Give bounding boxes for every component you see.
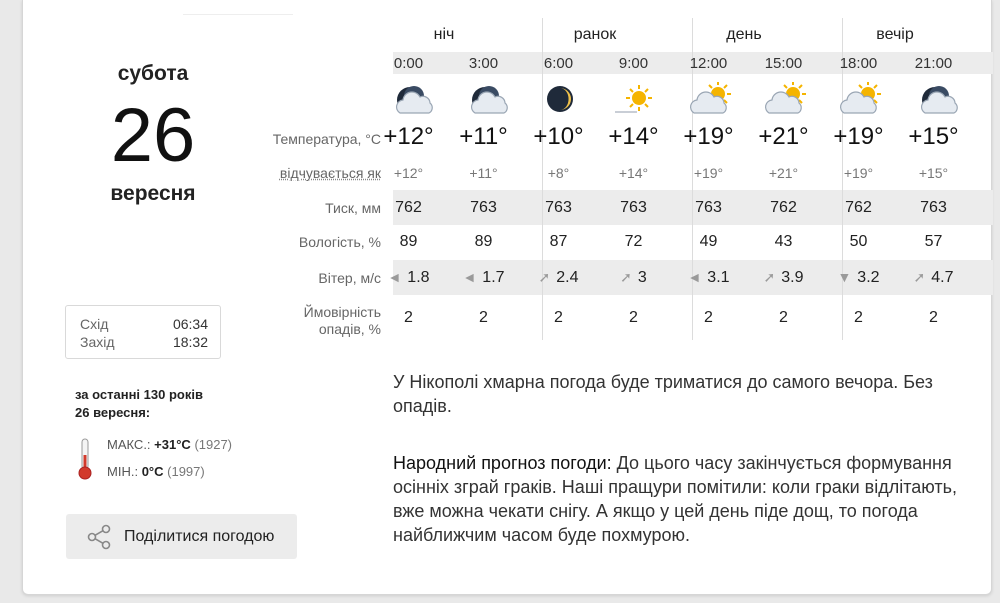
hour-wind	[446, 269, 521, 287]
cloudy-night-icon	[458, 82, 508, 116]
folk-title: Народний прогноз погоди:	[393, 453, 612, 473]
label-temperature: Температура, °C	[272, 131, 381, 147]
forecast-text: У Нікополі хмарна погода буде триматися до самого вечора. Без опадів.	[393, 372, 933, 416]
partly-cloudy-icon	[758, 82, 808, 116]
label-precip	[203, 304, 381, 338]
hour-temperature: +11°	[459, 123, 508, 150]
hour-feels-like: +14°	[618, 165, 649, 181]
history-min-year: (1997)	[167, 464, 205, 479]
hour-humidity: 87	[549, 233, 568, 250]
hour-humidity: 57	[924, 233, 943, 250]
hour-humidity: 50	[849, 233, 868, 250]
hour-precip: 2	[704, 309, 713, 326]
label-humidity: Вологість, %	[298, 234, 381, 250]
hour-wind	[746, 269, 821, 287]
history-title-line2: 26 вересня:	[75, 405, 151, 420]
hour-humidity: 72	[624, 233, 643, 250]
period-night: ніч	[433, 26, 455, 43]
hour-wind	[521, 269, 596, 287]
hour-pressure: 763	[620, 199, 647, 216]
history-title	[75, 386, 203, 422]
hour-humidity: 43	[774, 233, 793, 250]
northeast-arrow-icon: ➚	[913, 269, 926, 285]
hour-time: 18:00	[839, 55, 878, 72]
history-min	[107, 464, 205, 479]
hour-precip: 2	[629, 309, 638, 326]
sun-times-box	[65, 305, 221, 359]
hour-feels-like: +21°	[768, 165, 799, 181]
period-day: день	[726, 26, 762, 43]
hour-pressure: 762	[845, 199, 872, 216]
hour-wind-speed: 3.2	[857, 269, 880, 286]
history-max-label: МАКС.:	[107, 437, 151, 452]
thermometer-icon	[77, 437, 93, 481]
top-divider	[183, 14, 293, 15]
sunset-row	[80, 334, 208, 350]
hour-wind-speed: 1.7	[482, 269, 505, 286]
share-label: Поділитися погодою	[124, 527, 275, 545]
history-title-line1: за останні 130 років	[75, 387, 203, 402]
west-arrow-icon: ◄	[387, 269, 402, 285]
hour-wind-speed: 1.8	[407, 269, 430, 286]
hour-precip: 2	[404, 309, 413, 326]
hour-wind-speed: 3.1	[707, 269, 730, 286]
hour-wind	[371, 269, 446, 287]
sunrise-label: Схід	[80, 316, 109, 332]
history-max-year: (1927)	[194, 437, 233, 452]
northeast-arrow-icon: ➚	[538, 269, 551, 285]
sunny-icon	[608, 82, 658, 116]
label-feels-like[interactable]: відчувається як	[279, 165, 381, 181]
hour-temperature: +19°	[833, 123, 884, 150]
period-morning: ранок	[573, 26, 617, 43]
hour-time: 6:00	[543, 55, 574, 72]
sunset-time: 18:32	[172, 334, 208, 350]
cloudy-night-icon	[908, 82, 958, 116]
history-min-label: МІН.:	[107, 464, 139, 479]
label-pressure: Тиск, мм	[325, 200, 381, 216]
hour-wind	[671, 269, 746, 287]
hour-wind-speed: 2.4	[556, 269, 579, 286]
clear-night-icon	[533, 82, 583, 116]
hour-precip: 2	[554, 309, 563, 326]
sunrise-row	[80, 316, 208, 332]
hour-feels-like: +19°	[843, 165, 874, 181]
history-max	[107, 437, 232, 452]
hour-temperature: +15°	[908, 123, 959, 150]
hour-humidity: 89	[474, 233, 493, 250]
period-evening: вечір	[876, 26, 914, 43]
weekday: субота	[117, 62, 189, 85]
hour-pressure: 763	[920, 199, 947, 216]
hour-humidity: 49	[699, 233, 718, 250]
hour-time: 3:00	[468, 55, 499, 72]
hour-time: 21:00	[914, 55, 953, 72]
hour-wind-speed: 4.7	[931, 269, 954, 286]
hour-time: 9:00	[618, 55, 649, 72]
hour-time: 15:00	[764, 55, 803, 72]
hour-pressure: 762	[395, 199, 422, 216]
day-number: 26	[110, 93, 196, 178]
hour-temperature: +10°	[533, 123, 584, 150]
share-icon	[86, 524, 112, 550]
partly-cloudy-icon	[683, 82, 733, 116]
share-weather-button[interactable]	[66, 514, 297, 559]
hour-feels-like: +11°	[469, 165, 498, 181]
partly-cloudy-icon	[833, 82, 883, 116]
hour-temperature: +21°	[758, 123, 809, 150]
weather-card	[22, 0, 992, 595]
history-max-value: +31°C	[154, 437, 191, 452]
hour-wind-speed: 3.9	[781, 269, 804, 286]
south-arrow-icon: ▼	[837, 269, 852, 285]
hour-temperature: +14°	[608, 123, 659, 150]
hour-wind	[896, 269, 971, 287]
west-arrow-icon: ◄	[687, 269, 702, 285]
sunrise-time: 06:34	[172, 316, 208, 332]
label-precip-line1: Ймовірність	[303, 304, 381, 320]
hour-pressure: 762	[770, 199, 797, 216]
hour-feels-like: +15°	[918, 165, 949, 181]
hour-time: 12:00	[689, 55, 728, 72]
hour-pressure: 763	[695, 199, 722, 216]
label-wind: Вітер, м/с	[318, 270, 381, 286]
folk-text: До цього часу закінчується формування осінніх зграй граків. Наші пращури помітили: коли граки відлітають, вже можна чекати снігу. А якщо у цей день піде дощ, то погода найближчим часом буде похмурою.	[393, 453, 958, 545]
folk-forecast	[393, 451, 993, 547]
hour-wind	[596, 269, 671, 287]
cloudy-night-icon	[383, 82, 433, 116]
hour-feels-like: +12°	[393, 165, 424, 181]
sunset-label: Захід	[80, 334, 115, 350]
west-arrow-icon: ◄	[462, 269, 477, 285]
hour-pressure: 763	[545, 199, 572, 216]
hour-feels-like: +19°	[693, 165, 724, 181]
hour-precip: 2	[929, 309, 938, 326]
hour-wind	[821, 269, 896, 287]
history-min-value: 0°C	[141, 464, 164, 479]
hour-precip: 2	[779, 309, 788, 326]
northeast-arrow-icon: ➚	[620, 269, 632, 285]
hour-precip: 2	[479, 309, 488, 326]
hour-temperature: +19°	[683, 123, 734, 150]
month: вересня	[110, 182, 196, 205]
hour-pressure: 763	[470, 199, 497, 216]
hour-wind-speed: 3	[637, 269, 647, 286]
hour-precip: 2	[854, 309, 863, 326]
label-precip-line2: опадів, %	[318, 321, 381, 337]
hour-time: 0:00	[393, 55, 424, 72]
northeast-arrow-icon: ➚	[763, 269, 776, 285]
hour-temperature: +12°	[383, 123, 434, 150]
hour-humidity: 89	[399, 233, 418, 250]
hour-feels-like: +8°	[547, 165, 570, 181]
